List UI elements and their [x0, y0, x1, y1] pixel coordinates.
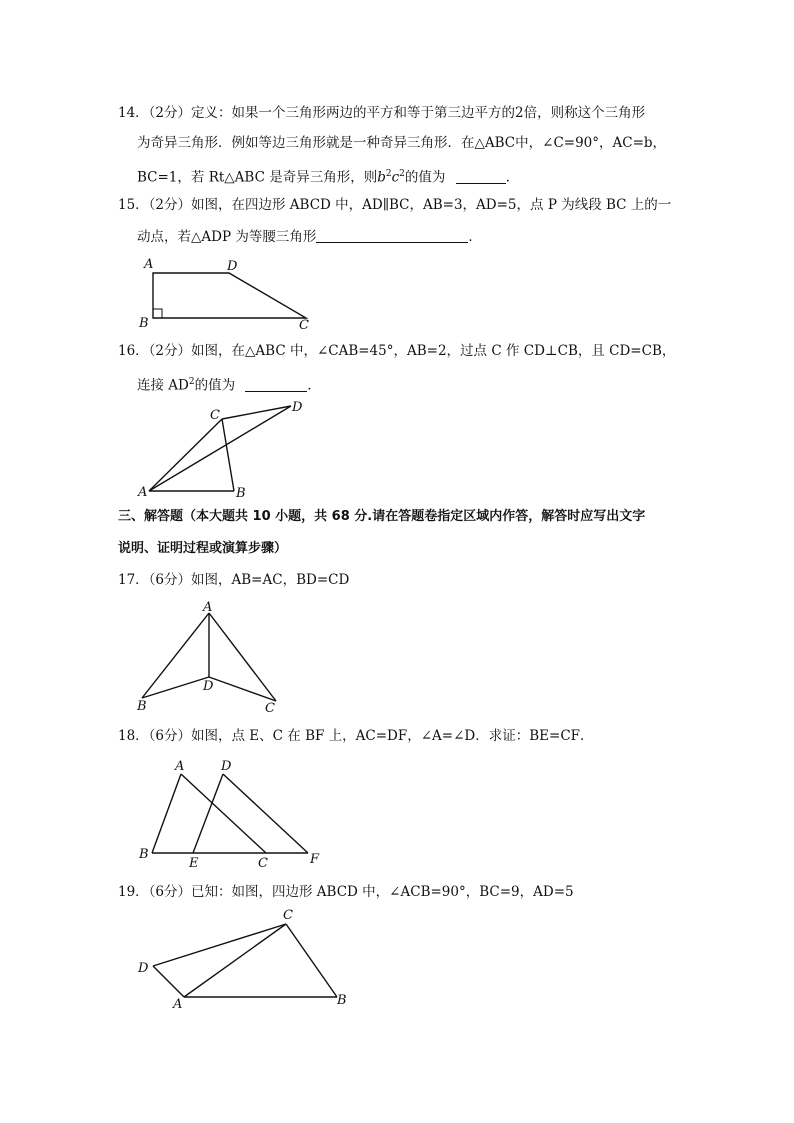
- q16-label-b: B: [236, 486, 246, 501]
- q19-label-b: B: [337, 993, 347, 1008]
- q14-value-text: 的值为: [404, 169, 446, 186]
- q19-side-da: [153, 966, 184, 997]
- q16-line-2: [137, 373, 321, 395]
- section-3-heading-line-1: 三、解答题（本大题共 10 小题，共 68 分.请在答题卷指定区域内作答，解答时应写出文字: [118, 509, 646, 524]
- q16-period: ．: [307, 377, 321, 394]
- q19-side-dc: [153, 924, 286, 966]
- q18-label-b: B: [139, 847, 149, 862]
- q18-side-ed: [193, 774, 223, 853]
- q18-label-e: E: [189, 856, 199, 871]
- q15-label-a: A: [144, 257, 154, 272]
- q18-side-ab: [152, 774, 181, 853]
- q19-side-cb: [286, 924, 337, 997]
- q17-side-ac: [209, 613, 276, 701]
- q19-label-a: A: [173, 997, 183, 1012]
- q16-answer-blank[interactable]: [245, 377, 307, 392]
- q17-side-ab: [142, 613, 209, 698]
- q17-label-c: C: [265, 701, 275, 716]
- q18-figure: [138, 759, 320, 871]
- q16-line-2-text: 连接 AD: [137, 377, 189, 394]
- q16-line-1: 16．（2分）如图，在△ABC 中，∠CAB=45°，AB=2，过点 C 作 CD⊥CB，且 CD=CB，: [118, 343, 676, 359]
- q15-line-2-text: 动点，若△ADP 为等腰三角形: [137, 229, 317, 245]
- q16-value-text: 的值为: [194, 377, 236, 394]
- q17-segment-bd: [142, 677, 209, 698]
- q14-var-c: c: [391, 169, 400, 186]
- q14-line-3-text: BC=1，若 Rt△ABC 是奇异三角形，则: [137, 169, 378, 186]
- q19-label-c: C: [283, 908, 293, 923]
- q14-line-1: 14．（2分）定义：如果一个三角形两边的平方和等于第三边平方的2倍，则称这个三角形: [118, 105, 646, 121]
- q16-exp: 2: [188, 377, 195, 387]
- q19-line-1: 19．（6分）已知：如图，四边形 ABCD 中，∠ACB=90°，BC=9，AD=5: [118, 884, 574, 900]
- q18-label-f: F: [310, 852, 320, 867]
- q18-label-c: C: [258, 856, 268, 871]
- q14-exp-c: 2: [399, 169, 405, 179]
- q16-side-cb: [222, 419, 234, 491]
- q15-label-c: C: [299, 318, 309, 333]
- q17-label-d: D: [203, 679, 214, 694]
- q15-label-d: D: [227, 259, 238, 274]
- q16-triangle-figure: [137, 400, 303, 501]
- q18-label-d: D: [221, 759, 232, 774]
- q15-period: ．: [468, 229, 482, 245]
- q17-segment-cd: [209, 677, 276, 701]
- q15-right-angle-mark: [153, 309, 162, 318]
- q17-label-b: B: [137, 699, 147, 714]
- q19-diagonal-ac: [184, 924, 286, 997]
- q19-figure: [137, 908, 347, 1012]
- section-3-heading-line-2: 说明、证明过程或演算步骤）: [118, 541, 288, 556]
- q15-trapezoid-figure: [138, 257, 309, 333]
- q19-label-d: D: [138, 961, 149, 976]
- q14-var-b: b: [377, 169, 386, 186]
- q16-label-d: D: [292, 400, 303, 415]
- q14-exp-b: 2: [385, 169, 392, 179]
- q16-label-c: C: [210, 408, 220, 423]
- q17-label-a: A: [203, 600, 213, 615]
- q14-period: ．: [505, 169, 520, 186]
- q18-line-1: 18．（6分）如图，点 E、C 在 BF 上，AC=DF，∠A=∠D．求证：BE=CF．: [118, 728, 594, 744]
- q17-figure: [136, 600, 276, 716]
- q16-segment-ad: [149, 406, 291, 491]
- q15-line-1: 15．（2分）如图，在四边形 ABCD 中，AD∥BC，AB=3，AD=5，点 P 为线段 BC 上的一: [118, 197, 672, 213]
- q14-line-2: 为奇异三角形．例如等边三角形就是一种奇异三角形．在△ABC中，∠C=90°，AC=b，: [137, 135, 667, 151]
- q16-label-a: A: [138, 485, 148, 500]
- q17-line-1: 17．（6分）如图，AB=AC，BD=CD: [118, 572, 350, 588]
- q16-side-ac: [149, 419, 222, 491]
- q15-label-b: B: [139, 316, 149, 331]
- q18-label-a: A: [175, 759, 185, 774]
- q15-trapezoid: [153, 273, 306, 318]
- q18-side-df: [223, 774, 308, 853]
- q18-side-ac: [181, 774, 266, 853]
